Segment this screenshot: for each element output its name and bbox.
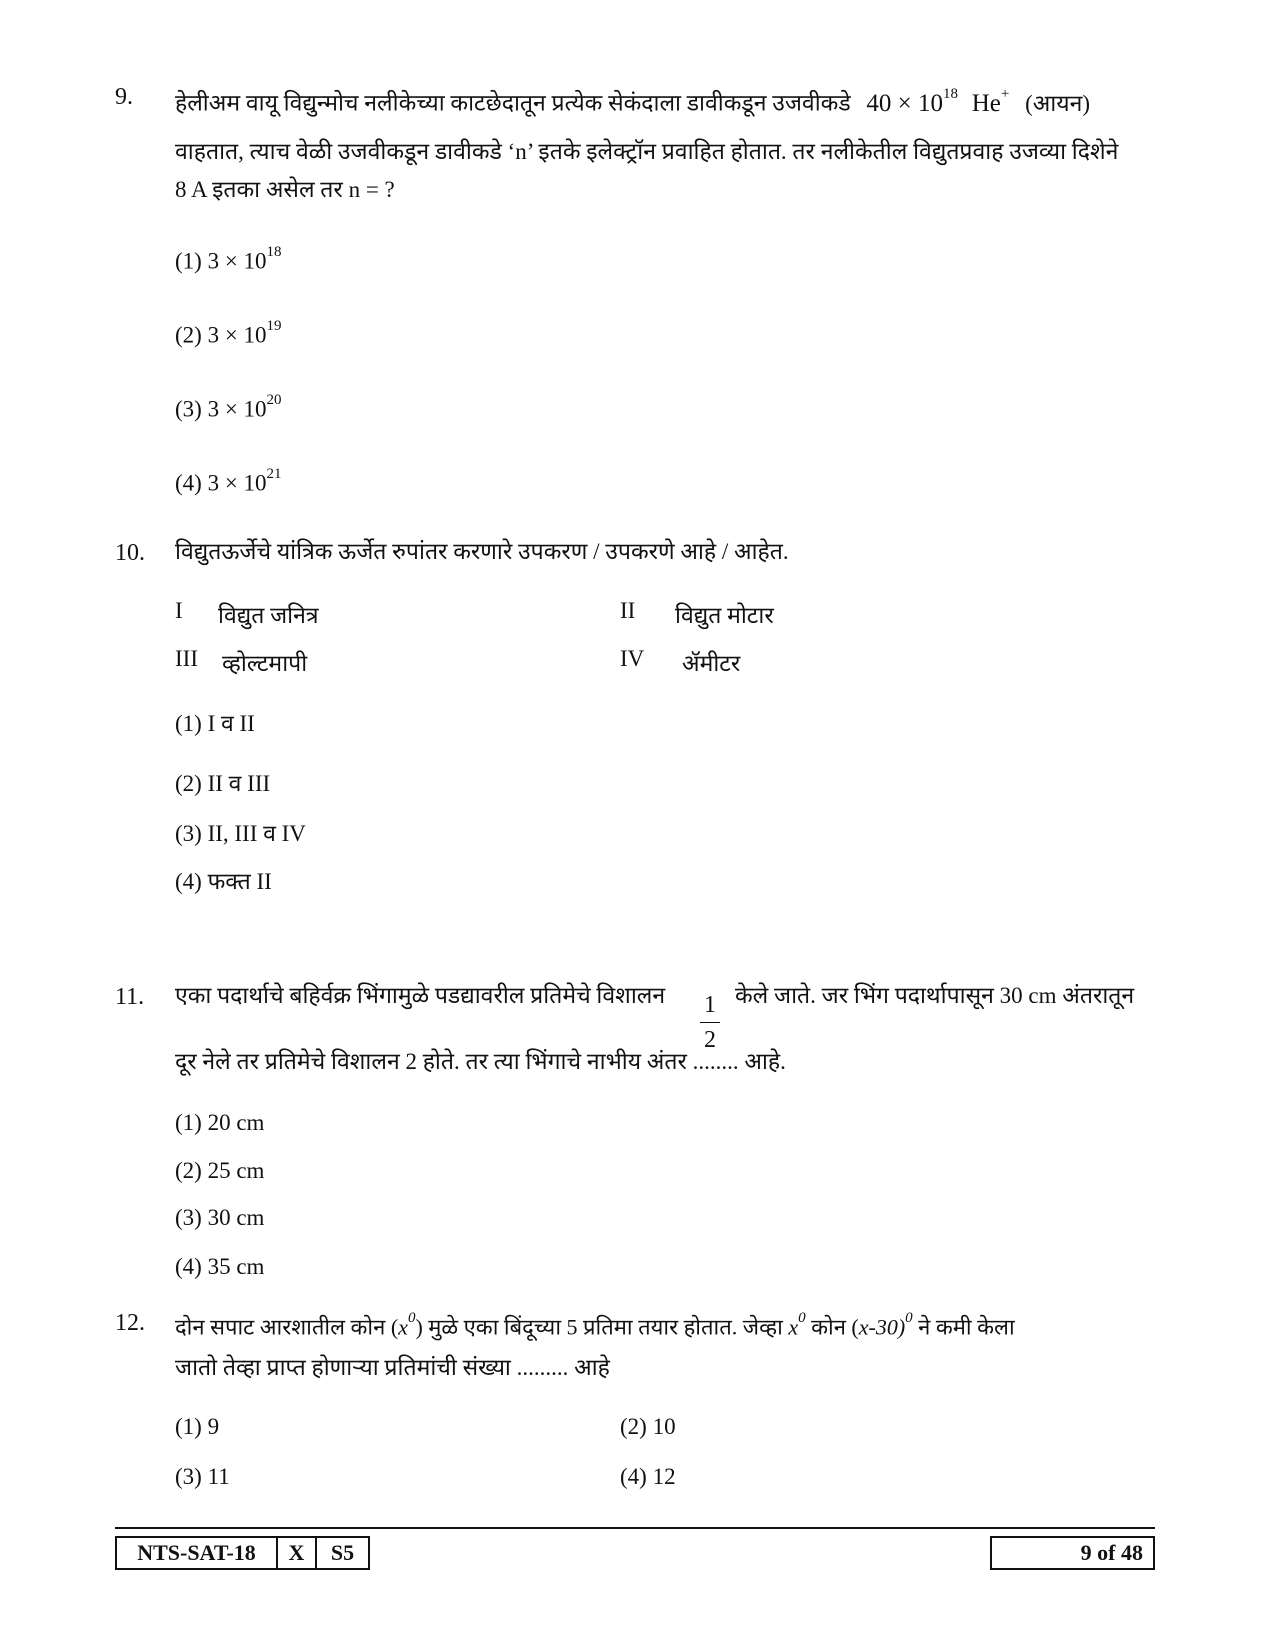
- option-3: [175, 392, 282, 423]
- question-text-line: [175, 86, 1090, 116]
- degree: 0: [798, 1310, 806, 1326]
- question-text: ने कमी केला: [912, 1314, 1015, 1340]
- degree: 0: [905, 1310, 913, 1326]
- option-label: (3) 3 × 10: [175, 396, 267, 422]
- variable: x: [788, 1314, 799, 1340]
- statement-text: विद्युत मोटार: [675, 603, 774, 628]
- option-2: (2) 10: [620, 1414, 676, 1439]
- fraction: [700, 990, 720, 1055]
- fraction-denominator: 2: [704, 1027, 716, 1053]
- statement-text: व्होल्टमापी: [222, 651, 308, 676]
- option-label: (2) 3 × 10: [175, 322, 267, 348]
- option-1: [175, 244, 282, 275]
- option-1: (1) 9: [175, 1414, 220, 1439]
- question-number: 11.: [115, 984, 145, 1010]
- question-text: 8 A इतका असेल तर n = ?: [175, 177, 395, 202]
- exam-code: NTS-SAT-18: [115, 1536, 278, 1570]
- option-4: (4) 12: [620, 1464, 676, 1489]
- question-text: जातो तेव्हा प्राप्त होणाऱ्या प्रतिमांची संख्या ......... आहे: [175, 1355, 610, 1380]
- option-2: (2) 25 cm: [175, 1158, 265, 1183]
- question-text: एका पदार्थाचे बहिर्वक्र भिंगामुळे पडद्यावरील प्रतिमेचे विशालन: [175, 983, 666, 1008]
- option-label: (4) 3 × 10: [175, 470, 267, 496]
- option-1: (1) I व II: [175, 711, 255, 736]
- question-text: विद्युतऊर्जेचे यांत्रिक ऊर्जेत रुपांतर करणारे उपकरण / उपकरणे आहे / आहेत.: [175, 539, 789, 564]
- option-2: [175, 318, 282, 349]
- ion-charge: +: [1000, 86, 1010, 102]
- option-3: (3) 30 cm: [175, 1205, 265, 1230]
- expression: x-30): [858, 1314, 906, 1340]
- standard-label: X: [276, 1536, 317, 1570]
- statement-roman: I: [175, 598, 183, 623]
- exponent: 20: [266, 392, 282, 408]
- option-4: (4) फक्त II: [175, 869, 272, 894]
- question-text: वाहतात, त्याच वेळी उजवीकडून डावीकडे ‘n’ इतके इलेक्ट्रॉन प्रवाहित होतात. तर नलीकेतील विद्युतप्रवाह उजव्या दिशेने: [175, 139, 1119, 164]
- question-number: 12.: [115, 1310, 145, 1336]
- question-text: केले जाते. जर भिंग पदार्थापासून 30 cm अंतरातून: [735, 983, 1135, 1008]
- question-text: (आयन): [1025, 90, 1091, 116]
- statement-text: ॲमीटर: [682, 651, 741, 676]
- statement-roman: IV: [620, 646, 645, 671]
- ion-symbol: He: [971, 89, 1001, 117]
- exponent: 18: [266, 244, 282, 260]
- fraction-numerator: 1: [704, 992, 716, 1018]
- exponent: 21: [266, 466, 282, 482]
- option-1: (1) 20 cm: [175, 1110, 265, 1135]
- option-3: (3) II, III व IV: [175, 821, 306, 846]
- set-label: S5: [315, 1536, 370, 1570]
- question-text: दूर नेले तर प्रतिमेचे विशालन 2 होते. तर त्या भिंगाचे नाभीय अंतर ........ आहे.: [175, 1049, 786, 1074]
- option-4: (4) 35 cm: [175, 1254, 265, 1279]
- question-number: 10.: [115, 540, 145, 566]
- exponent: 18: [942, 86, 958, 102]
- statement-roman: II: [620, 598, 636, 623]
- formula: 40 × 10: [866, 89, 943, 117]
- statement-text: विद्युत जनित्र: [218, 603, 319, 628]
- question-text: कोन (: [805, 1314, 859, 1340]
- degree: 0: [407, 1310, 416, 1326]
- question-text: ) मुळे एका बिंदूच्या 5 प्रतिमा तयार होतात. जेव्हा: [415, 1314, 789, 1340]
- option-label: (1) 3 × 10: [175, 248, 267, 274]
- option-3: (3) 11: [175, 1464, 230, 1489]
- question-text-line: [175, 1310, 1015, 1339]
- option-4: [175, 466, 282, 497]
- option-2: (2) II व III: [175, 771, 271, 796]
- exponent: 19: [266, 318, 282, 334]
- question-text: दोन सपाट आरशातील कोन (: [175, 1314, 399, 1340]
- question-text: हेलीअम वायू विद्युन्मोच नलीकेच्या काटछेदातून प्रत्येक सेकंदाला डावीकडून उजवीकडे: [175, 90, 851, 116]
- footer-divider: [115, 1527, 1155, 1529]
- page-number: 9 of 48: [990, 1536, 1155, 1570]
- statement-roman: III: [175, 646, 198, 671]
- question-number: 9.: [115, 84, 133, 110]
- fraction-bar: [700, 1022, 720, 1023]
- variable: x: [398, 1314, 408, 1340]
